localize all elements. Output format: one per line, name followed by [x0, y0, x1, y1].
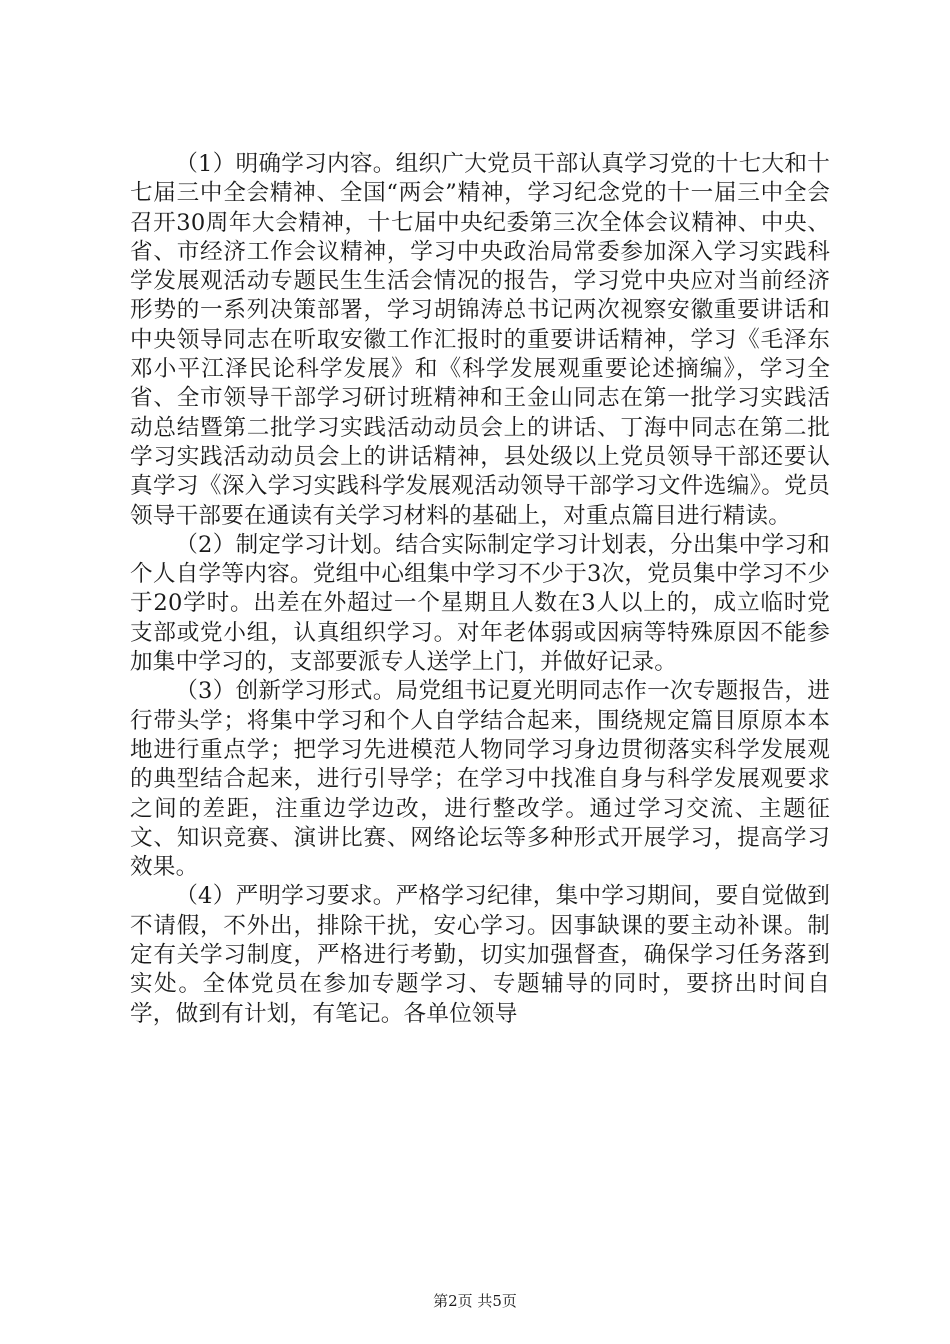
paragraph-study-requirements: （4）严明学习要求。严格学习纪律，集中学习期间，要自觉做到不请假，不外出，排除干扰，安心学习。因事缺课的要主动补课。制定有关学习制度，严格进行考勤，切实加强督查，确保学习任务落到实处。全体党员在参加专题学习、专题辅导的同时，要挤出时间自学，做到有计划，有笔记。各单位领导	[130, 883, 830, 1027]
document-body	[130, 150, 830, 1029]
paragraph-study-plan: （2）制定学习计划。结合实际制定学习计划表，分出集中学习和个人自学等内容。党组中心组集中学习不少于3次，党员集中学习不少于20学时。出差在外超过一个星期且人数在3人以上的，成立临时党支部或党小组，认真组织学习。对年老体弱或因病等特殊原因不能参加集中学习的，支部要派专人送学上门，并做好记录。	[130, 531, 830, 676]
page-footer: 第2页 共5页	[433, 1292, 517, 1310]
paragraph-study-content: （1）明确学习内容。组织广大党员干部认真学习党的十七大和十七届三中全会精神、全国“两会”精神，学习纪念党的十一届三中全会召开30周年大会精神，十七届中央纪委第三次全体会议精神、中央、省、市经济工作会议精神，学习中央政治局常委参加深入学习实践科学发展观活动专题民生生活会情况的报告，学习党中央应对当前经济形势的一系列决策部署，学习胡锦涛总书记两次视察安徽重要讲话和中央领导同志在听取安徽工作汇报时的重要讲话精神，学习《毛泽东邓小平江泽民论科学发展》和《科学发展观重要论述摘编》，学习全省、全市领导干部学习研讨班精神和王金山同志在第一批学习实践活动总结暨第二批学习实践活动动员会上的讲话、丁海中同志在第二批学习实践活动动员会上的讲话精神，县处级以上党员领导干部还要认真学习《深入学习实践科学发展观活动领导干部学习文件选编》。党员领导干部要在通读有关学习材料的基础上，对重点篇目进行精读。	[130, 151, 830, 529]
paragraph-study-forms: （3）创新学习形式。局党组书记夏光明同志作一次专题报告，进行带头学；将集中学习和个人自学结合起来，围绕规定篇目原原本本地进行重点学；把学习先进模范人物同学习身边贯彻落实科学发展观的典型结合起来，进行引导学；在学习中找准自身与科学发展观要求之间的差距，注重边学边改，进行整改学。通过学习交流、主题征文、知识竞赛、演讲比赛、网络论坛等多种形式开展学习，提高学习效果。	[130, 678, 830, 881]
